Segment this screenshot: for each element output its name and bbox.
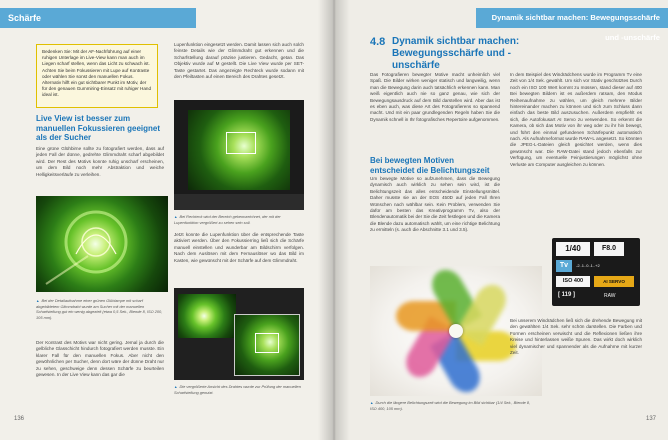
caption-enlarged: ▲ Die vergrößerte Ansicht des Drahtes wurde zur Prüfung der manuellen Scharfstellung genutzt. [174, 384, 302, 395]
caption-wheel: ▲ Durch die längere Belichtungszeit wird die Bewegung im Bild sichtbar (1/4 Sek., Blende 8, ISO 400, 105 mm). [370, 400, 536, 411]
bulb-filament-graphic [36, 196, 168, 292]
body-windwheel: In dem Beispiel des Windrädchens wurde im Programm Tv eine Zeit von 1/4 Sek. gewählt. Um sich vor Stativ geschütztes Durch noch ein ISO 100 Wert kommt zu müssen, stand dieser auf 400 Bei bewegten Bildern ist es außerdem ratsam, den Modus Reihenaufnahme zu wählen, um gleich mehrere Bilder hintereinander machen zu können und sich zum Schluss dann einfach das beste Bild auszusuchen. Außerdem empfiehlt es sich, die Autofokusart AI Servo zu verwenden. So erkennt die Kamera, ob sich das Motiv von ihr weg oder zu ihr hin bewegt, und führt den einmal gefundenen Schärfepunkt automatisch nach. Als Aufnahmeformat wurde RAW+L angesetzt. So könnten die JPEG-L-Dateien gleich gesichtet werden, wenn dies gewünscht war. Die RAW-Datei stand jedoch ebenfalls zur Verfügung, um eventuelle Feinjustierungen möglichst ohne Verluste am Computer ausgleichen zu können. [510, 72, 642, 167]
section-tab: Schärfe [0, 8, 196, 28]
enlarged-view-photos [174, 288, 304, 380]
lcd-screen-image [188, 110, 290, 190]
body-contrast: Der Kontrast des Motivs war nicht gering. Jemal ja durch die gelbliche Glasschicht hindurch fotografiert werden musste. Ein klarer Fall für den manuellen Fokus. Aber nicht den gewöhnlichen per Sucher, denn dort wäre der dünne Draht nur zu sehen, geschweige denn dessen Schärfe zu beurteilen gewesen. In der Live View kann das gar die [36, 340, 164, 378]
windwheel-hub [449, 324, 463, 338]
caption-magnifier: ▲ Bei Rechteck wird der Bereich gekennzeichnet, der mit der Lupenfunktion vergrößert zu sehen sein soll. [174, 214, 302, 225]
body-exposure: Um bewegte Motive so aufzunehmen, dass die Bewegung dynamisch auch wirklich zu sehen sein wird, ist die Belichtungszeit das alles entscheidende Einstellungsmittel. Daher musste sie an der EOS 450D auf jeden Fall Ihren Wünschen nach wählbar sein. Kein Problem, verwenden Sie dafür am besten das Kreativprogramm Tv, also der Blendenautomatik bei der Sie die Zeit festlegen und die Kamera die Blende dazu automatisch wählt, um eine richtige Belichtung zu ermitteln (s. auch die Abschnitte 3.1 und 3.5). [370, 176, 500, 233]
chapter-title: Dynamik sichtbar machen: Bewegungsschärfe und -unschärfe [392, 36, 520, 71]
chapter-number: 4.8 [370, 36, 386, 48]
heading-exposure: Bei bewegten Motiven entscheidet die Belichtungszeit [370, 156, 490, 175]
heading-live-view: Live View ist besser zum manuellen Fokussieren geeignet als der Sucher [36, 114, 161, 142]
book-gutter-shadow [318, 0, 350, 440]
camera-body-strip [174, 194, 304, 210]
lcd-shutter: 1/40 [556, 242, 590, 256]
lcd-quality: RAW [604, 293, 616, 299]
body-magnifier-2: Jetzt konnte die Lupenfunktion über die entsprechende Taste aktiviert werden. Über den Fokussierring ließ sich die Schärfe manuell einstellen und wunderbar am Bildschirm verfolgen. Nach dem Auslösen mit dem Fernauslöser wo das Bild im Kasten, wie gewünscht mit der Schärfe auf dem Glimmdraht. [174, 232, 304, 263]
tip-box: Bedenken Sie: Mit der AF-Nachführung auf einer ruhigen Unterlage im Live-View kann man auch im Liegen scharf stellen, wenn das Licht zu schwach ist. Achten Sie beim Fokussieren mit Lupe auf Kontraste oder wählen Sie sonst den manuellen Fokus. Alternativ hilft ein gut sichtbarer Punkt im Motiv, der für den genauen Gummiring-Einsatz mit ruhiger Hand ideal ist. [36, 44, 158, 108]
body-blur: Bei unserem Windrädchen ließ sich die drehende Bewegung mit den gewählten 1/4 Sek. sehr schön darstellen. Die Farben und Formen erscheinen verwischt und die Reflexionen ließen ihre Kreise und hinterlassen weiße Spuren. Das wirkt doch wirklich viel dynamischer und spannender als die Aufnahme mit kurzer Zeit. [510, 318, 642, 356]
body-live-view: Eine grüne Glühbirne sollte zu fotografiert werden, dass auf jeden Fall der dünne, gedrehte Glimmdraht scharf abgebildet wird. Der Rest des Motivs konnte ruhig unscharf erscheinen, um dem Bild noch mehr Abstraktion und weiche Helligkeitsverläufe zu verleihen. [36, 146, 164, 177]
bulb-photo [36, 196, 168, 292]
enlarged-thumb-2 [234, 314, 300, 376]
intro-text: Das Fotografieren bewegter Motive macht unheimlich viel Spaß. Die Bilder wirken weniger statisch und langweilig, wenn man die Bewegung darin auch tatsächlich erkennen kann. Man weiß eigentlich auch nie so ganz genau, wie sich der Bewegungsausdruck auf dem Bild darstellen wird. Aber das ist es eben auch, was diese Art des Fotografierens so spannend macht. Und mit ein paar grundlegenden Regeln haben Sie die Dynamik schnell in Ihr fotografisches Repertoire aufgenommen. [370, 72, 500, 122]
lcd-aperture: F8.0 [594, 242, 624, 256]
lcd-shots: [ 119 ] [558, 292, 576, 298]
lcd-iso: ISO 400 [556, 276, 590, 287]
body-magnifier: Lupenfunktion eingesetzt werden. Damit lassen sich auch solch feinste Details wie der Glimmdraht gut erkennen und die Scharfstellung darauf präzise justieren. Gedacht, getan. Das Objektiv wurde auf M gestellt. Die Live View wurde per SET-Taste gestartet. Das angezeigte Rechteck wurde sodann mit den Pfeiltasten auf einen Bereich des Drahtes gesetzt. [174, 42, 304, 80]
page-number-right: 137 [646, 416, 657, 422]
section-tab-right: Dynamik sichtbar machen: Bewegungsschärfe und -unschärfe [476, 8, 668, 28]
lcd-exposure-scale: -2..1..0..1..+2 [576, 263, 600, 268]
lcd-af-mode: AI SERVO [594, 276, 634, 287]
camera-lcd-display [552, 238, 640, 306]
right-page [334, 0, 668, 440]
lcd-mode: Tv [556, 260, 572, 272]
magnifier-rectangle [226, 132, 256, 154]
camera-lcd-photo [174, 100, 304, 210]
enlarged-focus-rectangle [255, 333, 279, 353]
enlarged-thumb-1 [178, 294, 236, 338]
caption-bulb: ▲ Bei der Detailaufnahme einer grünen Glühlampe mit scharf abgebildetem Glimmdraht wurde am Sucher mit der manuellen Scharfstellung gut ein wenig abgezielt (etwa 0,5 Sek., Blende 8, ISO 200, 105 mm). [36, 298, 164, 320]
page-number-left: 136 [14, 416, 25, 422]
